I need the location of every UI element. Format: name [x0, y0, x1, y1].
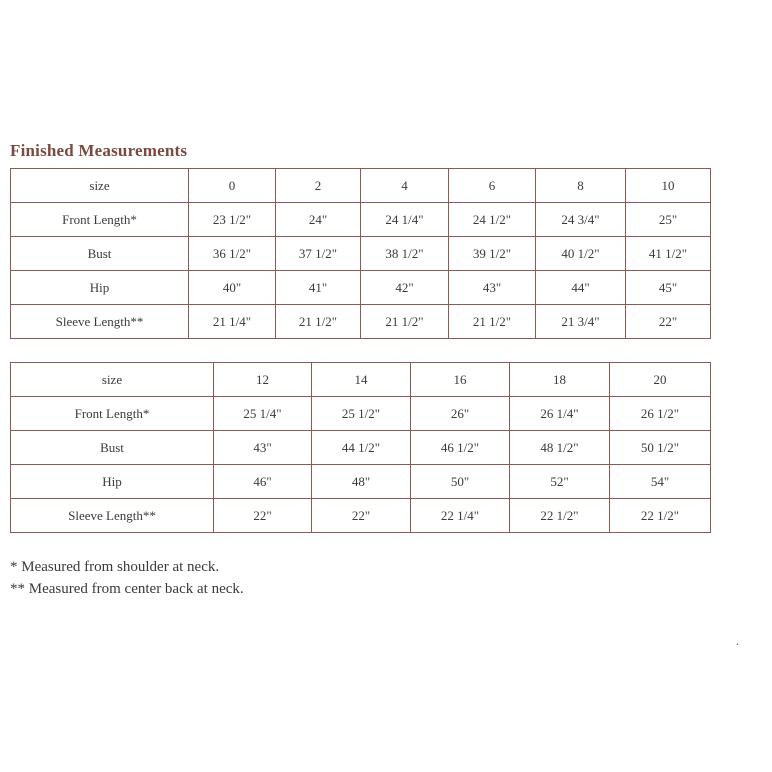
table-cell: 22"	[626, 305, 711, 339]
table-row	[11, 397, 711, 431]
table-cell: 24 1/2"	[449, 203, 536, 237]
stray-mark: .	[736, 634, 739, 648]
measurements-table-sizes-0-10	[10, 168, 711, 339]
table-cell: 45"	[626, 271, 711, 305]
table-cell: 26"	[411, 397, 510, 431]
table-cell: 43"	[214, 431, 312, 465]
table-cell: 22"	[214, 499, 312, 533]
table-cell: 26 1/4"	[510, 397, 610, 431]
table-cell: 44"	[536, 271, 626, 305]
table-row	[11, 203, 711, 237]
table-cell: 16	[411, 363, 510, 397]
table-cell: 36 1/2"	[189, 237, 276, 271]
table-cell: 22 1/4"	[411, 499, 510, 533]
table-cell: 22 1/2"	[610, 499, 711, 533]
table-cell: 14	[312, 363, 411, 397]
table-cell: 41 1/2"	[626, 237, 711, 271]
table-cell: 2	[276, 169, 361, 203]
table-cell: 52"	[510, 465, 610, 499]
row-label: size	[11, 169, 189, 203]
table-cell: 12	[214, 363, 312, 397]
table-cell: 21 1/2"	[276, 305, 361, 339]
table-cell: 25"	[626, 203, 711, 237]
table-cell: 25 1/4"	[214, 397, 312, 431]
row-label: Sleeve Length**	[11, 305, 189, 339]
table-cell: 21 1/4"	[189, 305, 276, 339]
table-cell: 50"	[411, 465, 510, 499]
table-cell: 24 1/4"	[361, 203, 449, 237]
table-cell: 10	[626, 169, 711, 203]
table-cell: 54"	[610, 465, 711, 499]
table-row	[11, 499, 711, 533]
row-label: Front Length*	[11, 397, 214, 431]
footnote-sleeve-length: ** Measured from center back at neck.	[10, 580, 244, 597]
row-label: Front Length*	[11, 203, 189, 237]
table-cell: 42"	[361, 271, 449, 305]
table-cell: 21 3/4"	[536, 305, 626, 339]
table-cell: 22"	[312, 499, 411, 533]
table-row	[11, 271, 711, 305]
table-cell: 41"	[276, 271, 361, 305]
table-cell: 40"	[189, 271, 276, 305]
table-cell: 46"	[214, 465, 312, 499]
table-cell: 38 1/2"	[361, 237, 449, 271]
table-cell: 0	[189, 169, 276, 203]
table-cell: 6	[449, 169, 536, 203]
table-cell: 21 1/2"	[361, 305, 449, 339]
table-cell: 50 1/2"	[610, 431, 711, 465]
table-cell: 18	[510, 363, 610, 397]
footnotes	[10, 557, 244, 600]
header-row	[11, 363, 711, 397]
table-cell: 44 1/2"	[312, 431, 411, 465]
table-cell: 48 1/2"	[510, 431, 610, 465]
table-cell: 23 1/2"	[189, 203, 276, 237]
table-cell: 20	[610, 363, 711, 397]
table-row	[11, 237, 711, 271]
table-cell: 22 1/2"	[510, 499, 610, 533]
table-cell: 48"	[312, 465, 411, 499]
row-label: size	[11, 363, 214, 397]
table-cell: 37 1/2"	[276, 237, 361, 271]
row-label: Hip	[11, 271, 189, 305]
row-label: Sleeve Length**	[11, 499, 214, 533]
table-cell: 8	[536, 169, 626, 203]
table-cell: 43"	[449, 271, 536, 305]
table-cell: 21 1/2"	[449, 305, 536, 339]
row-label: Bust	[11, 237, 189, 271]
table-cell: 25 1/2"	[312, 397, 411, 431]
measurements-table-sizes-12-20	[10, 362, 711, 533]
table-cell: 4	[361, 169, 449, 203]
table-cell: 26 1/2"	[610, 397, 711, 431]
table-cell: 40 1/2"	[536, 237, 626, 271]
header-row	[11, 169, 711, 203]
table-row	[11, 465, 711, 499]
table-row	[11, 431, 711, 465]
table-cell: 24"	[276, 203, 361, 237]
footnote-front-length: * Measured from shoulder at neck.	[10, 559, 220, 575]
page-title: Finished Measurements	[10, 141, 188, 160]
row-label: Bust	[11, 431, 214, 465]
table-cell: 24 3/4"	[536, 203, 626, 237]
table-cell: 46 1/2"	[411, 431, 510, 465]
table-cell: 39 1/2"	[449, 237, 536, 271]
row-label: Hip	[11, 465, 214, 499]
table-row	[11, 305, 711, 339]
